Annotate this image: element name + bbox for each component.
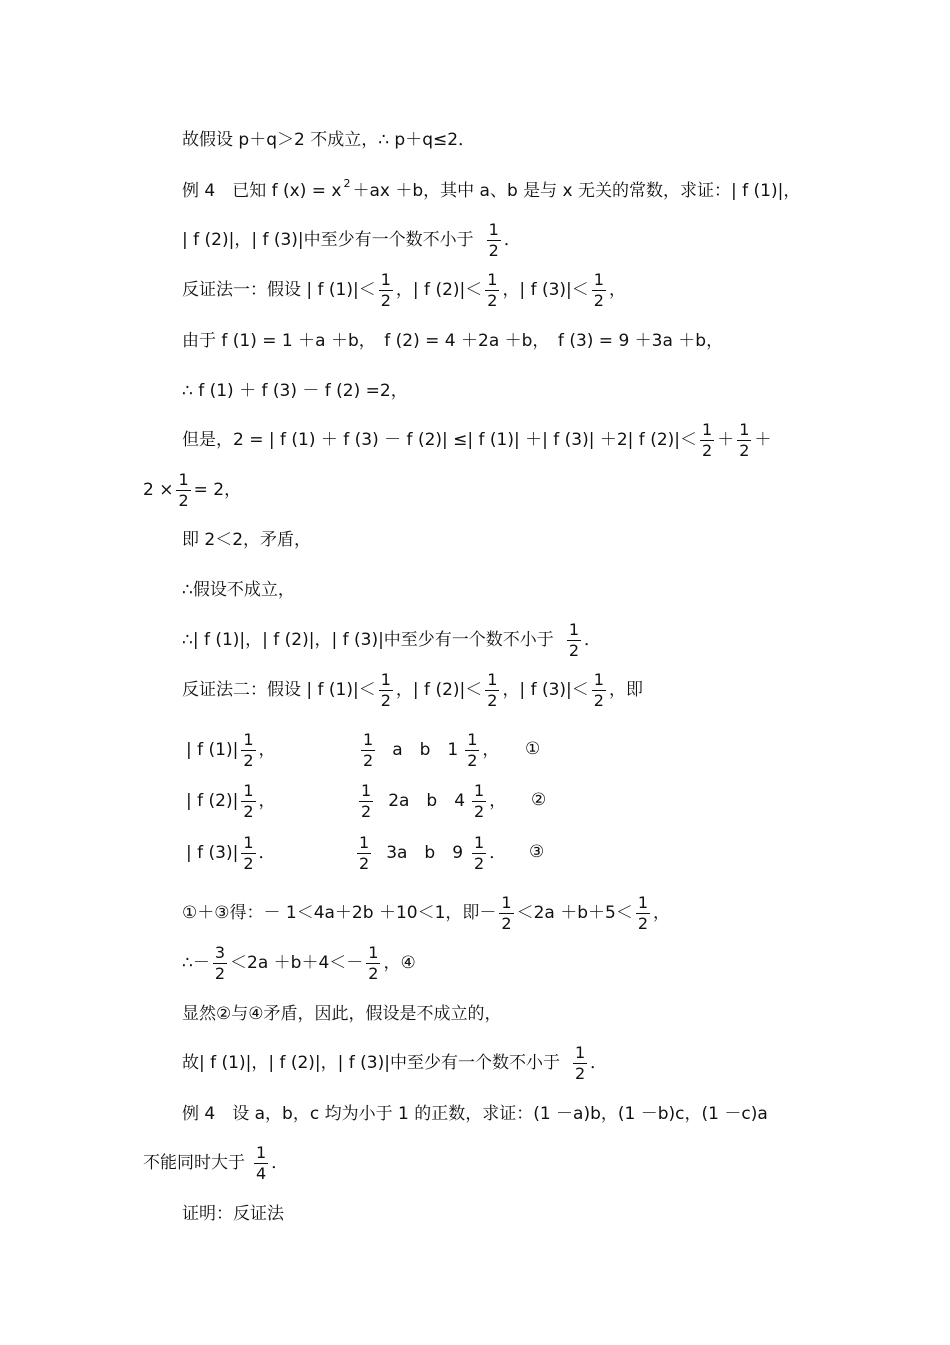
circled-mark-1: ① <box>525 739 541 759</box>
fraction-half: $\frac{1}{2}$ <box>178 470 189 510</box>
fraction-half: $\frac{1}{2}$ <box>359 833 370 873</box>
fraction-half: $\frac{1}{2}$ <box>501 893 512 933</box>
text-line-9: 即 2＜2，矛盾， <box>182 530 312 550</box>
fraction-half: $\frac{1}{2}$ <box>243 833 254 873</box>
fraction-half: $\frac{1}{2}$ <box>243 781 254 821</box>
fraction-half: $\frac{1}{2}$ <box>637 893 649 933</box>
text-line-19: 证明：反证法 <box>182 1204 284 1224</box>
fraction-half: $\frac{1}{2}$ <box>488 220 499 260</box>
fraction-half: $\frac{1}{2}$ <box>368 943 379 983</box>
text-line-7: 但是，2 = | f (1) ＋ f (3) － f (2)| ≤| f (1)| ＋| f (3)| ＋2| f (2)|＜ $\frac{1}{2}$ ＋ $\frac{1}{2}$ ＋ <box>182 420 772 460</box>
circled-mark-3: ③ <box>529 842 545 862</box>
fraction-half: $\frac{1}{2}$ <box>474 781 485 821</box>
inequality-row-1-range: $\frac{1}{2}$ a b 1 $\frac{1}{2}$ ， <box>363 730 500 770</box>
text-line-1: 故假设 p＋q＞2 不成立，∴ p＋q≤2． <box>182 130 476 150</box>
circled-mark-2: ② <box>531 790 547 810</box>
inequality-row-2: | f (2)| $\frac{1}{2}$ ， <box>186 781 276 821</box>
text-line-6: ∴ f (1) ＋ f (3) － f (2) =2， <box>182 381 408 401</box>
fraction-quarter: $\frac{1}{4}$ <box>256 1143 267 1183</box>
text-line-5: 由于 f (1) = 1 ＋a ＋b， f (2) = 4 ＋2a ＋b， f (3) = 9 ＋3a ＋b， <box>182 331 724 351</box>
text-line-15: 显然②与④矛盾，因此，假设是不成立的， <box>182 1004 502 1024</box>
fraction-half: $\frac{1}{2}$ <box>574 1043 586 1083</box>
fraction-half: $\frac{1}{2}$ <box>363 730 374 770</box>
fraction-half: $\frac{1}{2}$ <box>593 270 604 310</box>
text-line-4: 反证法一：假设 | f (1)|＜ $\frac{1}{2}$ ，| f (2)|＜ $\frac{1}{2}$ ，| f (3)|＜ $\frac{1}{2}$ ， <box>182 270 626 310</box>
text-line-16: 故| f (1)|，| f (2)|，| f (3)|中至少有一个数不小于 $\frac{1}{2}$ ． <box>182 1043 608 1083</box>
text-line-3: | f (2)|，| f (3)|中至少有一个数不小于 $\frac{1}{2}$ ． <box>182 220 521 260</box>
fraction-half: $\frac{1}{2}$ <box>243 730 254 770</box>
text-line-18: 不能同时大于 $\frac{1}{4}$ ． <box>143 1143 289 1183</box>
text-line-11: ∴| f (1)|，| f (2)|，| f (3)|中至少有一个数不小于 $\frac{1}{2}$ ． <box>182 620 601 660</box>
text-line-14: ∴－ $\frac{3}{2}$ ＜2a ＋b＋4＜－ $\frac{1}{2}$ ，④ <box>182 943 416 983</box>
inequality-row-1: | f (1)| $\frac{1}{2}$ ， <box>186 730 276 770</box>
fraction-half: $\frac{1}{2}$ <box>487 270 498 310</box>
fraction-half: $\frac{1}{2}$ <box>380 270 391 310</box>
text-line-2: 例 4 已知 f (x) = x 2 ＋ax ＋b，其中 a、b 是与 x 无关的常数，求证：| f (1)|， <box>182 177 801 201</box>
fraction-half: $\frac{1}{2}$ <box>593 670 604 710</box>
text-line-8: 2 × $\frac{1}{2}$ = 2， <box>143 470 242 510</box>
text-line-10: ∴假设不成立， <box>182 580 295 600</box>
fraction-half: $\frac{1}{2}$ <box>487 670 498 710</box>
fraction-half: $\frac{1}{2}$ <box>702 420 713 460</box>
text-line-13: ①＋③得：－ 1＜4a＋2b ＋10＜1，即－ $\frac{1}{2}$ ＜2a ＋b＋5＜ $\frac{1}{2}$ ， <box>182 893 671 933</box>
inequality-row-2-range: $\frac{1}{2}$ 2a b 4 $\frac{1}{2}$ ， <box>361 781 507 821</box>
text-line-17: 例 4 设 a，b，c 均为小于 1 的正数，求证：(1 －a)b，(1 －b)c，(1 －c)a <box>182 1104 768 1124</box>
fraction-half: $\frac{1}{2}$ <box>568 620 579 660</box>
fraction-half: $\frac{1}{2}$ <box>474 833 485 873</box>
inequality-row-3-range: $\frac{1}{2}$ 3a b 9 $\frac{1}{2}$ ． <box>359 833 507 873</box>
fraction-half: $\frac{1}{2}$ <box>467 730 478 770</box>
fraction-half: $\frac{1}{2}$ <box>739 420 750 460</box>
fraction-half: $\frac{1}{2}$ <box>380 670 391 710</box>
fraction-half: $\frac{1}{2}$ <box>361 781 372 821</box>
fraction-three-halves: $\frac{3}{2}$ <box>214 943 226 983</box>
inequality-row-3: | f (3)| $\frac{1}{2}$ ． <box>186 833 276 873</box>
text-line-12: 反证法二：假设 | f (1)|＜ $\frac{1}{2}$ ，| f (2)|＜ $\frac{1}{2}$ ，| f (3)|＜ $\frac{1}{2}$ ，即 <box>182 670 643 710</box>
